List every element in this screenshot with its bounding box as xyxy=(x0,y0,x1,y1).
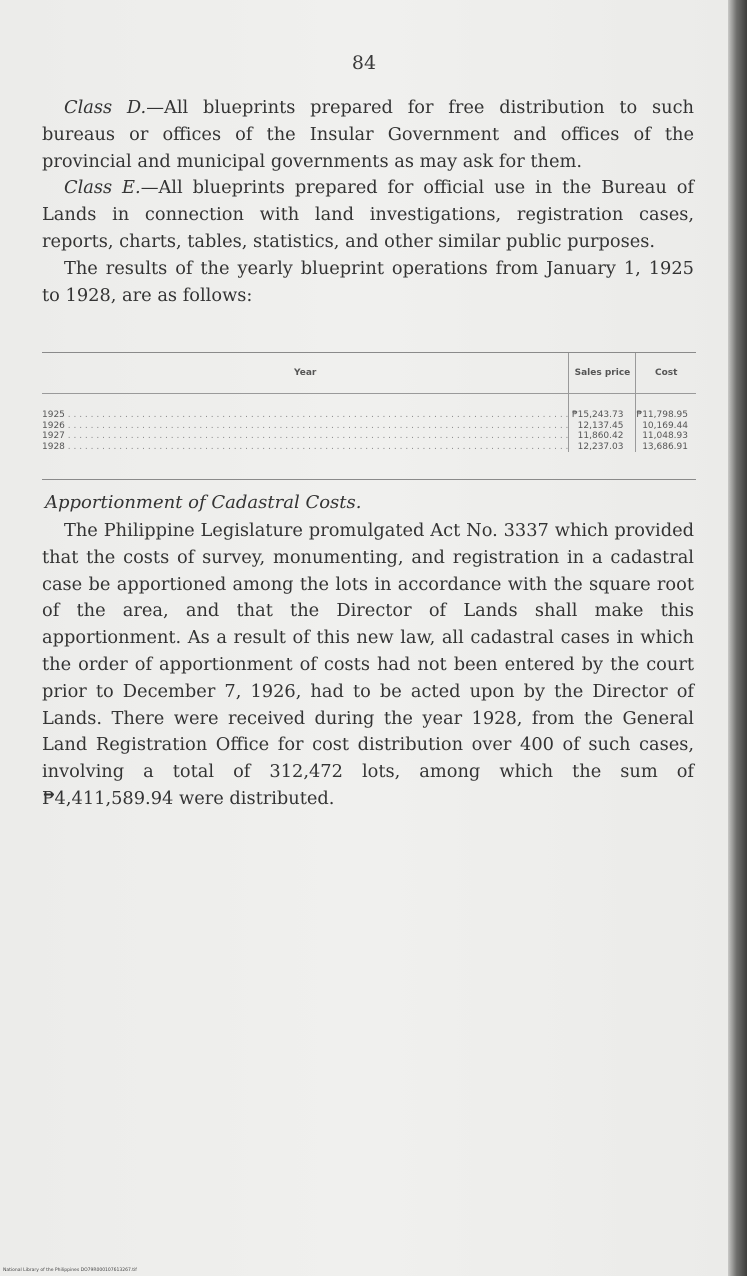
section-heading-cadastral-costs: Apportionment of Cadastral Costs. xyxy=(45,492,362,513)
body-text-top xyxy=(42,95,694,309)
results-table xyxy=(42,353,696,452)
year-1926: 1926 . . . xyxy=(42,421,568,432)
paragraph-results-intro xyxy=(42,256,694,310)
header-cost: Cost xyxy=(636,353,696,394)
year-1928: 1928 . . . xyxy=(42,442,568,453)
cost-1927: 11,048.93 xyxy=(642,431,688,441)
table-body-row xyxy=(42,394,696,453)
year-1925: 1925 . . . xyxy=(42,410,568,421)
header-sales-price: Sales price xyxy=(569,353,636,394)
year-1927: 1927 . . . xyxy=(42,431,568,442)
scan-footer-label: National Library of the Philippines DO79R000107613267.tif xyxy=(3,1268,137,1273)
paragraph-class-e xyxy=(42,175,694,255)
sales-1928: 12,237.03 xyxy=(577,441,624,452)
cost-1925: ₱11,798.95 xyxy=(636,410,688,420)
class-d-text: —All blueprints prepared for free distribution to such bureaus or offices of the Insular Government and offices of the provincial and municipal governments as may ask for them. xyxy=(42,97,694,172)
blueprint-results-table xyxy=(42,352,696,480)
results-intro-text: The results of the yearly blueprint operations from January 1, 1925 to 1928, are as follows: xyxy=(42,257,694,306)
cost-1928: 13,686.91 xyxy=(642,441,688,452)
cost-1926: 10,169.44 xyxy=(642,420,688,431)
sales-price-column xyxy=(569,394,636,453)
sales-1925: ₱15,243.73 xyxy=(571,410,624,420)
cost-column xyxy=(636,394,696,453)
table-header-row xyxy=(42,353,696,394)
header-year: Year xyxy=(42,353,569,394)
book-binding-edge xyxy=(728,0,747,1276)
sales-1927: 11,860.42 xyxy=(577,431,624,441)
paragraph-class-d xyxy=(42,95,694,175)
class-d-label: Class D. xyxy=(64,97,147,118)
sales-1926: 12,137.45 xyxy=(577,420,624,431)
paragraph-cadastral-costs: The Philippine Legislature promulgated Act No. 3337 which provided that the costs of survey, monumenting, and registration in a cadastral case be apportioned among the lots in accordance with the square root of the area, and that the Director of Lands shall make this apportionment. As a result of this new law, all cadastral cases in which the order of apportionment of costs had not been entered by the court prior to December 7, 1926, had to be acted upon by the Director of Lands. There were received during the year 1928, from the General Land Registration Office for cost distribution over 400 of such cases, involving a total of 312,472 lots, among which the sum of ₱4,411,589.94 were distributed. xyxy=(42,520,694,809)
page-number: 84 xyxy=(351,52,377,74)
class-e-text: —All blueprints prepared for official use in the Bureau of Lands in connection with land investigations, registration cases, reports, charts, tables, statistics, and other similar public purposes. xyxy=(42,177,694,252)
class-e-label: Class E. xyxy=(64,177,141,199)
body-text-bottom xyxy=(42,518,694,813)
year-column xyxy=(42,394,569,453)
